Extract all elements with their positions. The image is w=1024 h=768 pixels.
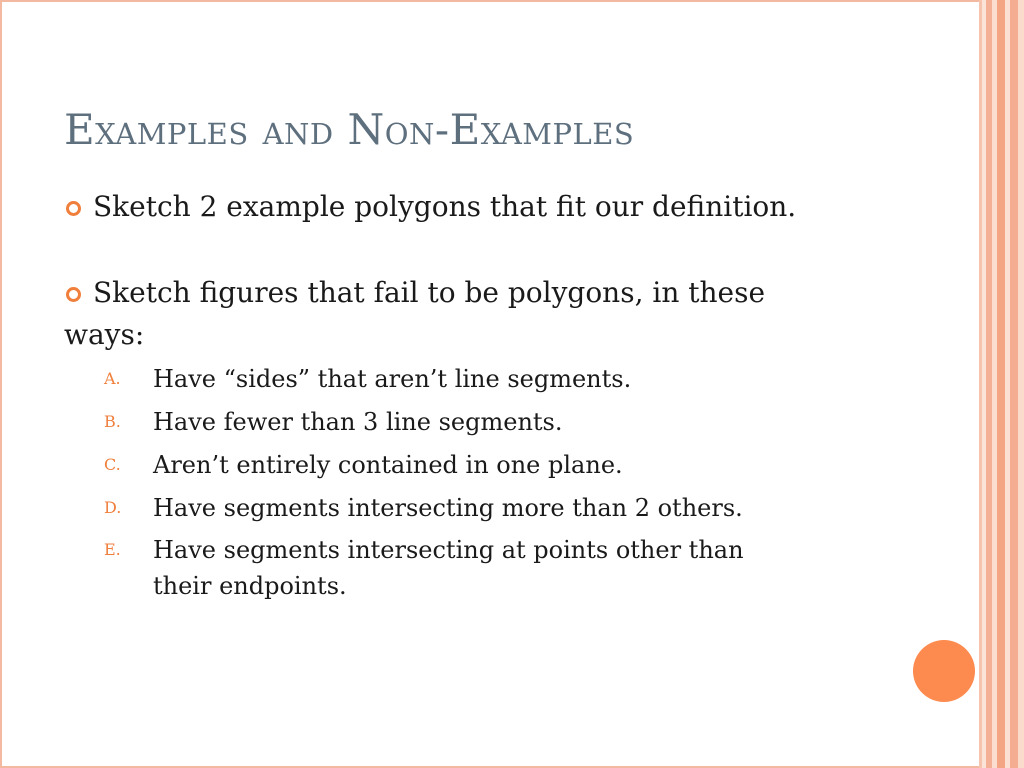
sub-item-d bbox=[64, 489, 884, 527]
sub-item-c bbox=[64, 446, 884, 484]
bullet-item bbox=[64, 272, 884, 604]
bullet-paragraph bbox=[64, 272, 884, 356]
sub-marker: C. bbox=[104, 455, 121, 474]
sub-item-text-line2: their endpoints. bbox=[153, 572, 347, 600]
bullet-text-line1: Sketch figures that fail to be polygons, in these bbox=[93, 276, 766, 309]
sub-marker: A. bbox=[104, 369, 121, 388]
slide-content bbox=[64, 186, 884, 609]
ring-bullet-icon bbox=[66, 201, 81, 216]
decorative-stripes bbox=[979, 0, 1024, 768]
slide-title: Examples and Non-Examples bbox=[64, 105, 635, 154]
sub-marker: B. bbox=[104, 412, 121, 431]
sub-marker: D. bbox=[104, 498, 122, 517]
sub-list bbox=[64, 360, 884, 604]
ring-bullet-icon bbox=[66, 287, 81, 302]
sub-item-text: Have segments intersecting more than 2 others. bbox=[153, 494, 743, 522]
decorative-circle bbox=[913, 640, 975, 702]
bullet-text-line2: ways: bbox=[64, 318, 145, 351]
stripe bbox=[1018, 0, 1024, 768]
sub-item-b bbox=[64, 403, 884, 441]
sub-item-text: Have “sides” that aren’t line segments. bbox=[153, 365, 632, 393]
bullet-text: Sketch 2 example polygons that fit our definition. bbox=[93, 190, 797, 223]
sub-marker: E. bbox=[104, 540, 121, 559]
bullet-item bbox=[64, 186, 884, 228]
sub-item-text: Aren’t entirely contained in one plane. bbox=[153, 451, 623, 479]
stripe bbox=[1010, 0, 1018, 768]
sub-item-text: Have fewer than 3 line segments. bbox=[153, 408, 563, 436]
stripe bbox=[997, 0, 1005, 768]
sub-item-e bbox=[64, 532, 884, 604]
sub-item-a bbox=[64, 360, 884, 398]
sub-item-text-line1: Have segments intersecting at points other than bbox=[153, 536, 744, 564]
